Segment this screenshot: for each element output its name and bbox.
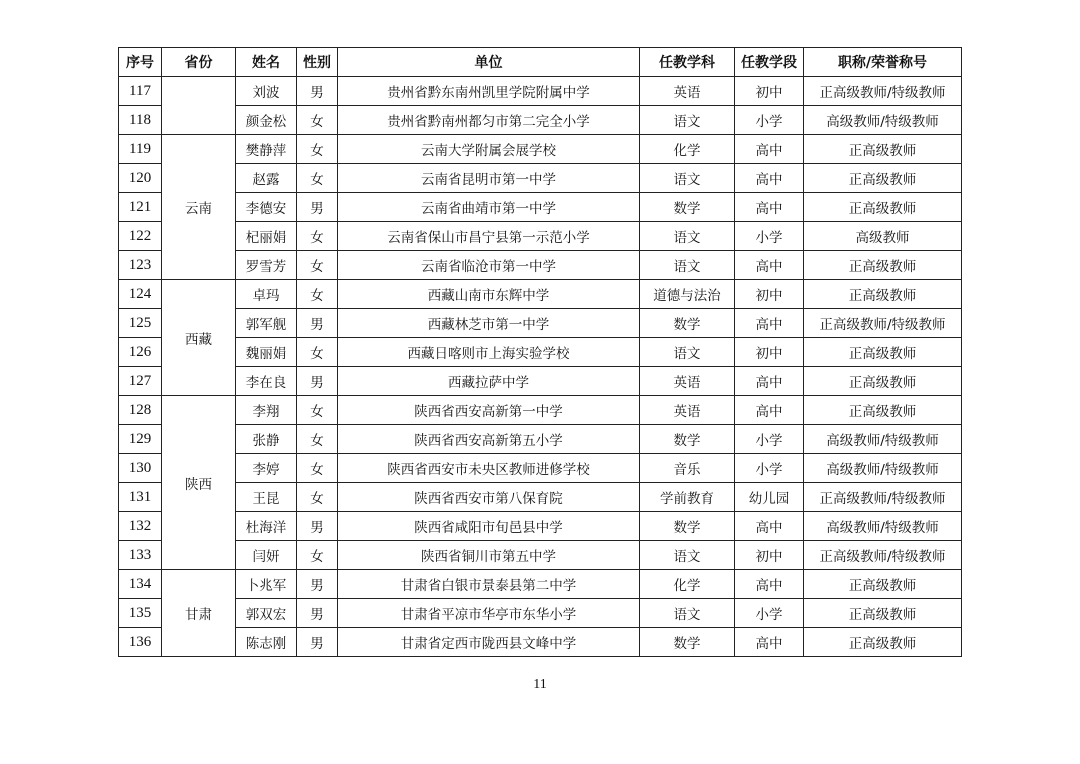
table-row — [119, 512, 962, 541]
cell-gender: 男 — [297, 512, 338, 541]
table-row — [119, 599, 962, 628]
cell-gender: 男 — [297, 193, 338, 222]
cell-unit: 西藏山南市东辉中学 — [338, 280, 640, 309]
cell-name: 王昆 — [236, 483, 297, 512]
cell-subject: 数学 — [640, 193, 735, 222]
cell-subject: 英语 — [640, 77, 735, 106]
header-cell-name: 姓名 — [236, 48, 297, 77]
table-row — [119, 309, 962, 338]
cell-subject: 语文 — [640, 541, 735, 570]
cell-name: 刘波 — [236, 77, 297, 106]
cell-subject: 学前教育 — [640, 483, 735, 512]
cell-subject: 道德与法治 — [640, 280, 735, 309]
cell-subject: 数学 — [640, 512, 735, 541]
cell-province: 西藏 — [162, 280, 236, 396]
header-cell-title: 职称/荣誉称号 — [804, 48, 962, 77]
cell-title: 高级教师/特级教师 — [804, 454, 962, 483]
cell-unit: 陕西省西安高新第五小学 — [338, 425, 640, 454]
cell-subject: 音乐 — [640, 454, 735, 483]
cell-stage: 小学 — [735, 106, 804, 135]
cell-name: 杞丽娟 — [236, 222, 297, 251]
teacher-roster-table — [118, 47, 962, 657]
cell-title: 正高级教师 — [804, 628, 962, 657]
cell-gender: 男 — [297, 599, 338, 628]
cell-stage: 高中 — [735, 628, 804, 657]
cell-name: 颜金松 — [236, 106, 297, 135]
cell-gender: 女 — [297, 222, 338, 251]
cell-unit: 云南省保山市昌宁县第一示范小学 — [338, 222, 640, 251]
cell-seq: 133 — [119, 541, 162, 570]
cell-title: 正高级教师 — [804, 193, 962, 222]
cell-stage: 高中 — [735, 367, 804, 396]
cell-unit: 西藏拉萨中学 — [338, 367, 640, 396]
cell-unit: 陕西省咸阳市旬邑县中学 — [338, 512, 640, 541]
cell-stage: 高中 — [735, 570, 804, 599]
cell-name: 卜兆军 — [236, 570, 297, 599]
table-row — [119, 164, 962, 193]
cell-unit: 甘肃省白银市景泰县第二中学 — [338, 570, 640, 599]
header-cell-subject: 任教学科 — [640, 48, 735, 77]
cell-seq: 121 — [119, 193, 162, 222]
header-cell-stage: 任教学段 — [735, 48, 804, 77]
cell-title: 正高级教师/特级教师 — [804, 77, 962, 106]
cell-subject: 语文 — [640, 222, 735, 251]
cell-seq: 125 — [119, 309, 162, 338]
cell-seq: 135 — [119, 599, 162, 628]
table-row — [119, 193, 962, 222]
cell-title: 正高级教师/特级教师 — [804, 309, 962, 338]
cell-stage: 小学 — [735, 425, 804, 454]
table-row — [119, 570, 962, 599]
cell-gender: 女 — [297, 280, 338, 309]
cell-seq: 122 — [119, 222, 162, 251]
page-number: 11 — [533, 677, 547, 692]
cell-name: 李德安 — [236, 193, 297, 222]
cell-province: 云南 — [162, 135, 236, 280]
cell-name: 李在良 — [236, 367, 297, 396]
cell-stage: 高中 — [735, 309, 804, 338]
cell-name: 赵露 — [236, 164, 297, 193]
cell-subject: 英语 — [640, 396, 735, 425]
cell-province: 甘肃 — [162, 570, 236, 657]
cell-name: 陈志刚 — [236, 628, 297, 657]
table-row — [119, 251, 962, 280]
cell-gender: 女 — [297, 454, 338, 483]
table-row — [119, 338, 962, 367]
cell-title: 高级教师/特级教师 — [804, 425, 962, 454]
cell-subject: 语文 — [640, 251, 735, 280]
cell-seq: 118 — [119, 106, 162, 135]
cell-seq: 119 — [119, 135, 162, 164]
cell-name: 闫妍 — [236, 541, 297, 570]
table-row — [119, 135, 962, 164]
table-row — [119, 483, 962, 512]
cell-unit: 陕西省西安高新第一中学 — [338, 396, 640, 425]
cell-title: 正高级教师 — [804, 135, 962, 164]
table-row — [119, 106, 962, 135]
cell-province — [162, 77, 236, 135]
cell-subject: 语文 — [640, 164, 735, 193]
cell-stage: 小学 — [735, 454, 804, 483]
cell-gender: 女 — [297, 251, 338, 280]
cell-unit: 西藏日喀则市上海实验学校 — [338, 338, 640, 367]
cell-subject: 语文 — [640, 338, 735, 367]
cell-seq: 124 — [119, 280, 162, 309]
cell-gender: 男 — [297, 570, 338, 599]
cell-seq: 136 — [119, 628, 162, 657]
cell-title: 正高级教师/特级教师 — [804, 483, 962, 512]
cell-subject: 语文 — [640, 106, 735, 135]
header-row — [119, 48, 962, 77]
cell-name: 郭军舰 — [236, 309, 297, 338]
cell-seq: 132 — [119, 512, 162, 541]
cell-gender: 女 — [297, 483, 338, 512]
cell-gender: 女 — [297, 135, 338, 164]
cell-unit: 陕西省西安市未央区教师进修学校 — [338, 454, 640, 483]
table-row — [119, 425, 962, 454]
cell-name: 魏丽娟 — [236, 338, 297, 367]
cell-seq: 129 — [119, 425, 162, 454]
table-row — [119, 541, 962, 570]
cell-title: 正高级教师 — [804, 599, 962, 628]
cell-name: 罗雪芳 — [236, 251, 297, 280]
cell-gender: 女 — [297, 396, 338, 425]
header-cell-seq: 序号 — [119, 48, 162, 77]
table-row — [119, 280, 962, 309]
cell-stage: 高中 — [735, 512, 804, 541]
cell-stage: 高中 — [735, 251, 804, 280]
cell-seq: 134 — [119, 570, 162, 599]
cell-unit: 甘肃省定西市陇西县文峰中学 — [338, 628, 640, 657]
cell-gender: 女 — [297, 425, 338, 454]
cell-unit: 云南省曲靖市第一中学 — [338, 193, 640, 222]
cell-seq: 128 — [119, 396, 162, 425]
cell-unit: 云南大学附属会展学校 — [338, 135, 640, 164]
cell-name: 卓玛 — [236, 280, 297, 309]
cell-subject: 英语 — [640, 367, 735, 396]
cell-unit: 西藏林芝市第一中学 — [338, 309, 640, 338]
cell-unit: 贵州省黔东南州凯里学院附属中学 — [338, 77, 640, 106]
cell-title: 高级教师/特级教师 — [804, 512, 962, 541]
table-row — [119, 222, 962, 251]
cell-gender: 男 — [297, 628, 338, 657]
cell-subject: 数学 — [640, 628, 735, 657]
cell-stage: 幼儿园 — [735, 483, 804, 512]
cell-title: 正高级教师 — [804, 164, 962, 193]
cell-stage: 高中 — [735, 164, 804, 193]
cell-seq: 117 — [119, 77, 162, 106]
cell-name: 张静 — [236, 425, 297, 454]
cell-unit: 陕西省西安市第八保育院 — [338, 483, 640, 512]
cell-subject: 化学 — [640, 570, 735, 599]
table-body — [119, 77, 962, 657]
table-row — [119, 628, 962, 657]
cell-name: 樊静萍 — [236, 135, 297, 164]
cell-seq: 126 — [119, 338, 162, 367]
cell-stage: 初中 — [735, 541, 804, 570]
cell-title: 正高级教师 — [804, 280, 962, 309]
cell-gender: 男 — [297, 309, 338, 338]
cell-subject: 语文 — [640, 599, 735, 628]
cell-stage: 高中 — [735, 396, 804, 425]
cell-subject: 数学 — [640, 425, 735, 454]
cell-gender: 女 — [297, 164, 338, 193]
header-cell-province: 省份 — [162, 48, 236, 77]
cell-title: 正高级教师 — [804, 570, 962, 599]
cell-stage: 初中 — [735, 280, 804, 309]
cell-title: 正高级教师 — [804, 396, 962, 425]
cell-seq: 120 — [119, 164, 162, 193]
cell-title: 正高级教师 — [804, 338, 962, 367]
cell-name: 李婷 — [236, 454, 297, 483]
table-row — [119, 77, 962, 106]
cell-stage: 高中 — [735, 135, 804, 164]
cell-subject: 化学 — [640, 135, 735, 164]
table-row — [119, 454, 962, 483]
header-cell-unit: 单位 — [338, 48, 640, 77]
cell-seq: 123 — [119, 251, 162, 280]
table-row — [119, 396, 962, 425]
cell-unit: 陕西省铜川市第五中学 — [338, 541, 640, 570]
cell-stage: 小学 — [735, 599, 804, 628]
cell-seq: 130 — [119, 454, 162, 483]
cell-stage: 小学 — [735, 222, 804, 251]
cell-stage: 初中 — [735, 338, 804, 367]
cell-seq: 127 — [119, 367, 162, 396]
cell-stage: 高中 — [735, 193, 804, 222]
cell-gender: 女 — [297, 541, 338, 570]
cell-unit: 云南省临沧市第一中学 — [338, 251, 640, 280]
table-row — [119, 367, 962, 396]
cell-unit: 云南省昆明市第一中学 — [338, 164, 640, 193]
cell-gender: 女 — [297, 106, 338, 135]
cell-title: 正高级教师 — [804, 367, 962, 396]
cell-stage: 初中 — [735, 77, 804, 106]
cell-gender: 女 — [297, 338, 338, 367]
cell-subject: 数学 — [640, 309, 735, 338]
cell-gender: 男 — [297, 367, 338, 396]
cell-title: 正高级教师/特级教师 — [804, 541, 962, 570]
cell-title: 高级教师 — [804, 222, 962, 251]
cell-name: 李翔 — [236, 396, 297, 425]
cell-gender: 男 — [297, 77, 338, 106]
cell-name: 郭双宏 — [236, 599, 297, 628]
cell-seq: 131 — [119, 483, 162, 512]
cell-title: 高级教师/特级教师 — [804, 106, 962, 135]
cell-title: 正高级教师 — [804, 251, 962, 280]
cell-name: 杜海洋 — [236, 512, 297, 541]
cell-unit: 甘肃省平凉市华亭市东华小学 — [338, 599, 640, 628]
cell-province: 陕西 — [162, 396, 236, 570]
cell-unit: 贵州省黔南州都匀市第二完全小学 — [338, 106, 640, 135]
header-cell-gender: 性别 — [297, 48, 338, 77]
